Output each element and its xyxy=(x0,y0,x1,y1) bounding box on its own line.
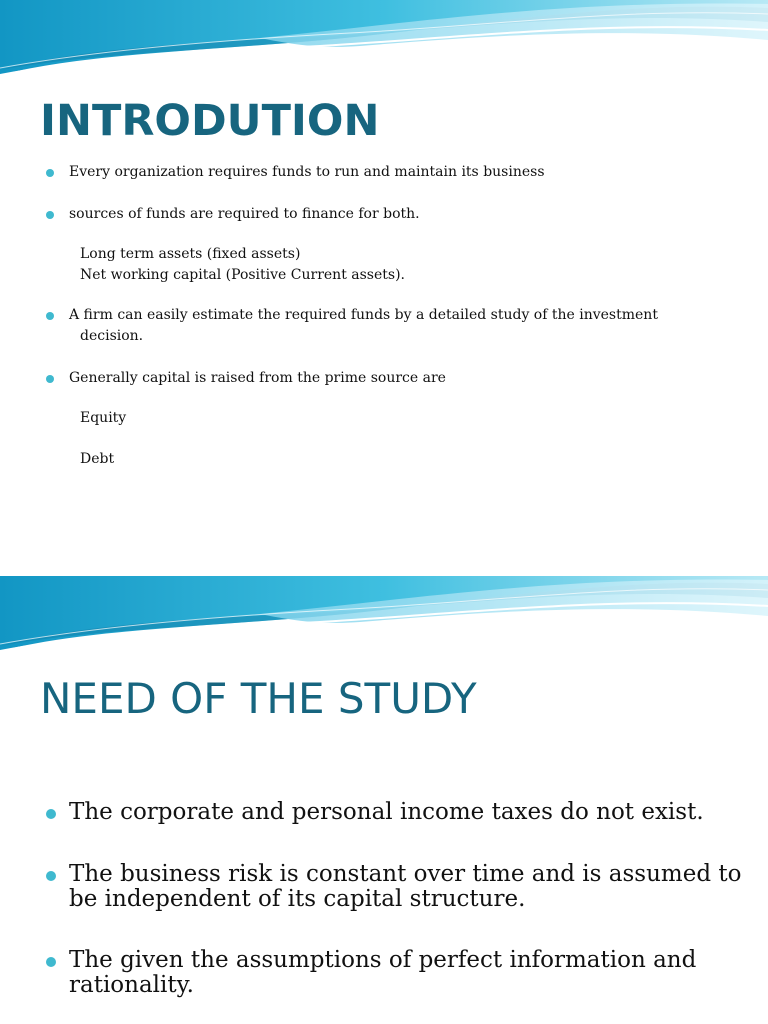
list-item: Generally capital is raised from the prime source are xyxy=(46,368,446,389)
bullet-dot-icon xyxy=(46,375,54,383)
list-item: Every organization requires funds to run and maintain its business xyxy=(46,162,545,183)
sub-line: Net working capital (Positive Current assets). xyxy=(80,267,406,283)
list-item: The corporate and personal income taxes do not exist. xyxy=(46,800,704,825)
sub-line: Equity xyxy=(80,410,127,426)
wave-header-decoration xyxy=(0,0,768,90)
slide-title-introduction: INTRODUTION xyxy=(40,96,380,146)
sub-line: Debt xyxy=(80,451,115,467)
bullet-dot-icon xyxy=(46,211,54,219)
sub-line: Long term assets (fixed assets) xyxy=(80,246,301,262)
list-item: The business risk is constant over time and is assumed to be independent of its capital structure. xyxy=(46,862,741,912)
list-item: sources of funds are required to finance for both. xyxy=(46,204,420,225)
wave-header-decoration xyxy=(0,576,768,666)
bullet-dot-icon xyxy=(46,871,56,881)
bullet-dot-icon xyxy=(46,809,56,819)
slide-gap xyxy=(0,530,768,576)
bullet-dot-icon xyxy=(46,169,54,177)
list-item: A firm can easily estimate the required funds by a detailed study of the investment decision. xyxy=(46,305,658,347)
bullet-dot-icon xyxy=(46,312,54,320)
slide-need-of-the-study xyxy=(0,576,768,1024)
slide-title-need-of-the-study: NEED OF THE STUDY xyxy=(40,674,477,723)
list-item: The given the assumptions of perfect information and rationality. xyxy=(46,948,696,998)
bullet-dot-icon xyxy=(46,957,56,967)
